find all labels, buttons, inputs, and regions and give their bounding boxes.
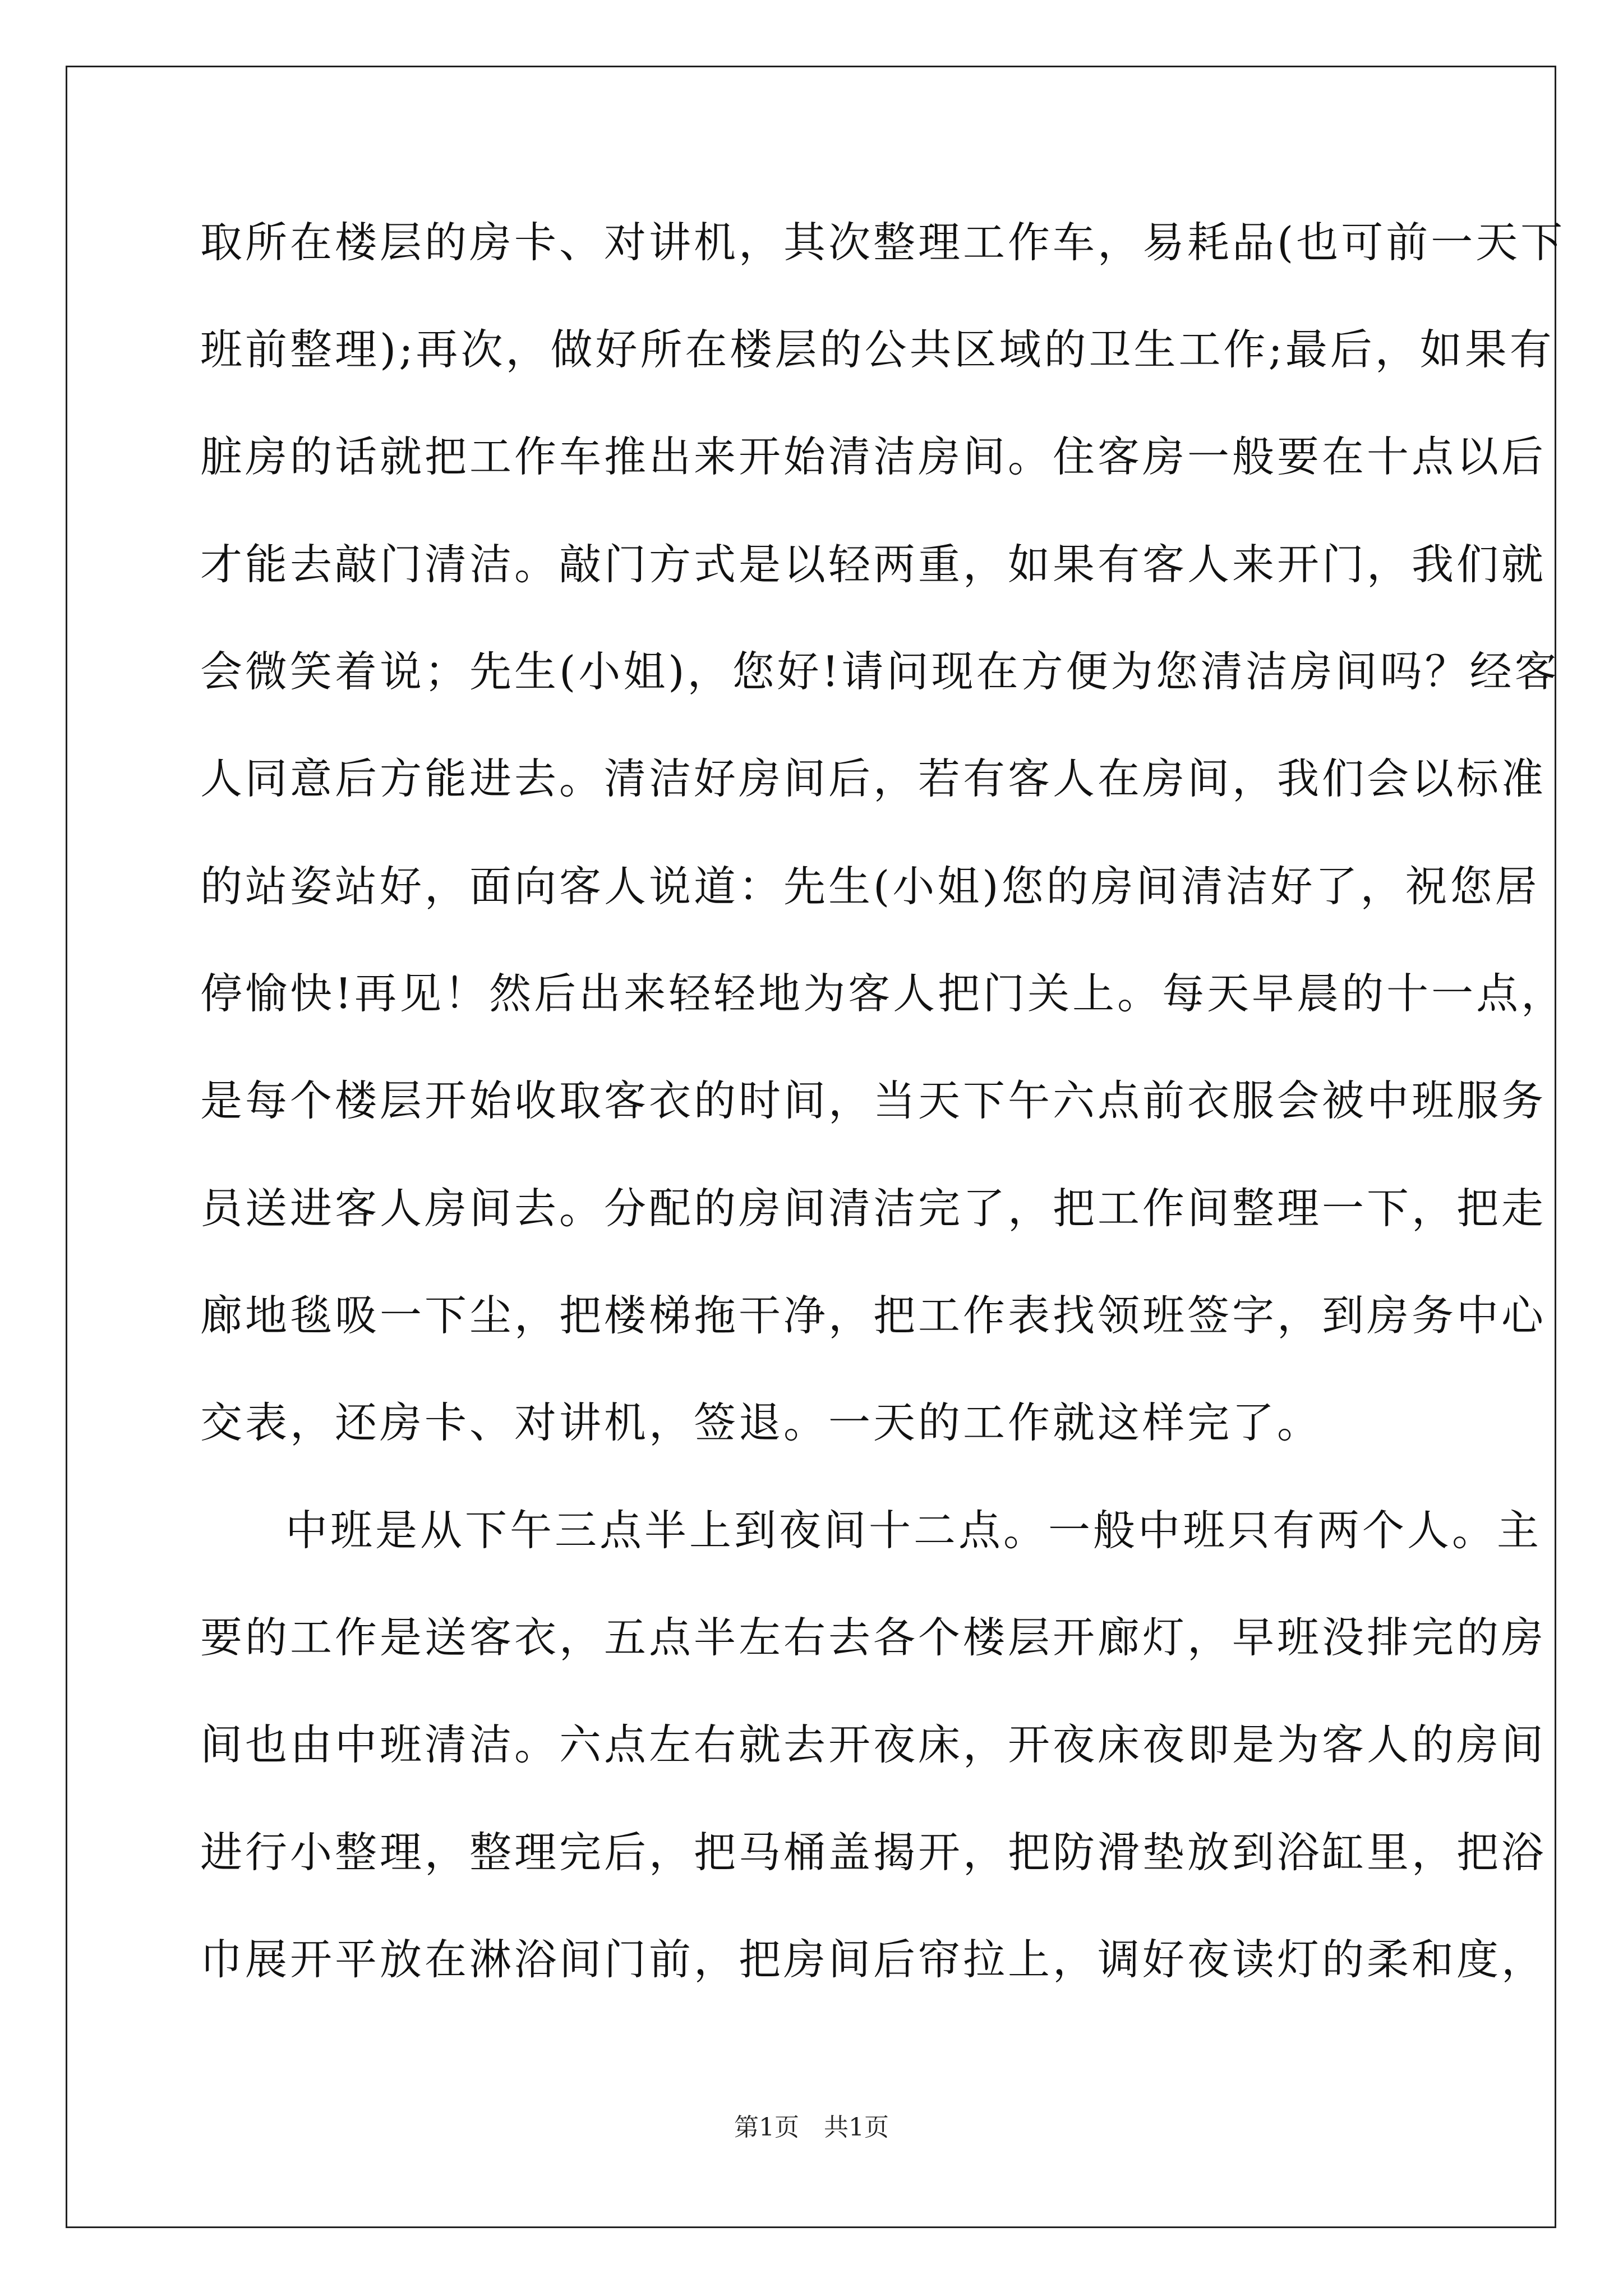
- page-number-footer: 第1页 共1页: [734, 2113, 889, 2142]
- text-line: 人同意后方能进去。清洁好房间后，若有客人在房间，我们会以标准: [200, 754, 1547, 803]
- text-line: 班前整理);再次，做好所在楼层的公共区域的卫生工作;最后，如果有: [200, 325, 1555, 374]
- text-line: 停愉快!再见！然后出来轻轻地为客人把门关上。每天早晨的十一点，: [200, 969, 1566, 1018]
- text-line: 的站姿站好，面向客人说道：先生(小姐)您的房间清洁好了，祝您居: [200, 862, 1540, 911]
- paragraph-first-line: 中班是从下午三点半上到夜间十二点。一般中班只有两个人。主: [285, 1506, 1542, 1555]
- text-line: 廊地毯吸一下尘，把楼梯拖干净，把工作表找领班签字，到房务中心: [200, 1291, 1547, 1340]
- text-line: 是每个楼层开始收取客衣的时间，当天下午六点前衣服会被中班服务: [200, 1076, 1547, 1125]
- text-line: 会微笑着说；先生(小姐)，您好!请问现在方便为您清洁房间吗？经客: [200, 647, 1560, 696]
- text-line: 要的工作是送客衣，五点半左右去各个楼层开廊灯，早班没排完的房: [200, 1613, 1547, 1662]
- text-line: 脏房的话就把工作车推出来开始清洁房间。住客房一般要在十点以后: [200, 432, 1547, 481]
- text-line: 巾展开平放在淋浴间门前，把房间后帘拉上，调好夜读灯的柔和度，: [200, 1935, 1547, 1984]
- text-line: 才能去敲门清洁。敲门方式是以轻两重，如果有客人来开门，我们就: [200, 540, 1547, 589]
- text-line: 取所在楼层的房卡、对讲机，其次整理工作车，易耗品(也可前一天下: [200, 218, 1566, 267]
- text-line: 员送进客人房间去。分配的房间清洁完了，把工作间整理一下，把走: [200, 1184, 1547, 1233]
- page-border: [66, 66, 1556, 2228]
- text-line: 交表，还房卡、对讲机，签退。一天的工作就这样完了。: [200, 1398, 1322, 1447]
- text-line: 间也由中班清洁。六点左右就去开夜床，开夜床夜即是为客人的房间: [200, 1720, 1547, 1769]
- text-line: 进行小整理，整理完后，把马桶盖揭开，把防滑垫放到浴缸里，把浴: [200, 1828, 1547, 1877]
